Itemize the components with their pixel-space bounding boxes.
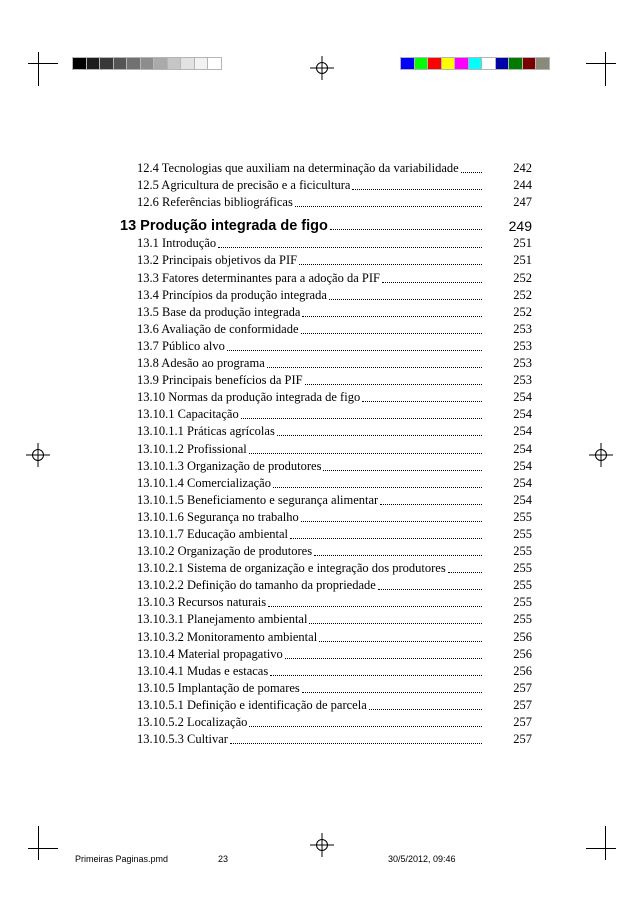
toc-entry-page: 253 bbox=[513, 321, 532, 336]
toc-entry-label: 13.10.3.1 Planejamento ambiental bbox=[137, 612, 308, 627]
dot-leader bbox=[461, 171, 482, 173]
dot-leader bbox=[323, 469, 482, 471]
dot-leader bbox=[268, 605, 482, 607]
toc-entry bbox=[120, 422, 532, 439]
toc-entry-page: 253 bbox=[513, 338, 532, 353]
dot-leader bbox=[378, 588, 482, 590]
toc-entry-label: 13.10.5 Implantação de pomares bbox=[137, 680, 300, 695]
toc-entry bbox=[120, 730, 532, 747]
crop-mark-top-right-v bbox=[605, 52, 606, 86]
toc-entry bbox=[120, 662, 532, 679]
footer bbox=[75, 854, 545, 868]
dot-leader bbox=[273, 486, 482, 488]
toc-entry-label: 13.10.1.7 Educação ambiental bbox=[137, 526, 288, 541]
dot-leader bbox=[380, 503, 482, 505]
toc-entry bbox=[120, 268, 532, 285]
toc-entry-label: 13.10.5.3 Cultivar bbox=[137, 732, 228, 747]
toc-entry bbox=[120, 388, 532, 405]
dot-leader bbox=[241, 417, 482, 419]
calibration-swatch bbox=[167, 57, 182, 70]
toc-entry-page: 255 bbox=[513, 595, 532, 610]
toc-entry bbox=[120, 176, 532, 193]
registration-mark-icon bbox=[310, 56, 334, 80]
toc-entry-label: 13.10.2 Organização de produtores bbox=[137, 544, 313, 559]
toc-entry-page: 254 bbox=[513, 492, 532, 507]
toc-entry-page: 255 bbox=[513, 526, 532, 541]
toc-entry-page: 256 bbox=[513, 663, 532, 678]
dot-leader bbox=[302, 691, 482, 693]
toc-entry-page: 247 bbox=[513, 195, 532, 210]
dot-leader bbox=[295, 205, 482, 207]
calibration-swatch bbox=[153, 57, 168, 70]
toc-entry bbox=[120, 627, 532, 644]
dot-leader bbox=[352, 188, 482, 190]
dot-leader bbox=[309, 622, 482, 624]
dot-leader bbox=[362, 400, 482, 402]
dot-leader bbox=[314, 554, 482, 556]
toc-entry-page: 249 bbox=[508, 218, 532, 235]
toc-entry-label: 13.10.1 Capacitação bbox=[137, 407, 239, 422]
toc-entry-page: 255 bbox=[513, 509, 532, 524]
toc-entry bbox=[120, 610, 532, 627]
calibration-swatch bbox=[180, 57, 195, 70]
toc-entry-page: 256 bbox=[513, 646, 532, 661]
toc-entry-label: 12.4 Tecnologias que auxiliam na determinação da variabilidade bbox=[137, 161, 459, 176]
crop-mark-top-left-h bbox=[28, 63, 58, 64]
toc-entry bbox=[120, 508, 532, 525]
grayscale-calibration-bar bbox=[72, 57, 221, 70]
toc-entry-label: 13.10.1.6 Segurança no trabalho bbox=[137, 509, 299, 524]
toc-entry-label: 13.10.4 Material propagativo bbox=[137, 646, 283, 661]
table-of-contents bbox=[120, 159, 532, 747]
toc-entry bbox=[120, 679, 532, 696]
toc-entry-label: 13.6 Avaliação de conformidade bbox=[137, 321, 299, 336]
toc-entry bbox=[120, 193, 532, 210]
toc-entry bbox=[120, 713, 532, 730]
toc-entry-label: 13.10.1.1 Práticas agrícolas bbox=[137, 424, 275, 439]
toc-entry-page: 255 bbox=[513, 544, 532, 559]
toc-entry-page: 255 bbox=[513, 578, 532, 593]
toc-entry-label: 13.10.5.2 Localização bbox=[137, 715, 248, 729]
toc-entry-label: 13.10.3.2 Monitoramento ambiental bbox=[137, 629, 318, 644]
crop-mark-top-right-h bbox=[586, 63, 616, 64]
toc-entry-page: 254 bbox=[513, 441, 532, 456]
toc-entry-page: 254 bbox=[513, 390, 532, 405]
toc-entry-page: 242 bbox=[513, 161, 532, 176]
calibration-swatch bbox=[207, 57, 222, 70]
toc-entry-page: 254 bbox=[513, 458, 532, 473]
toc-entry bbox=[120, 371, 532, 388]
toc-entry bbox=[120, 159, 532, 176]
toc-entry-page: 253 bbox=[513, 373, 532, 388]
toc-entry-label: 13.2 Principais objetivos da PIF bbox=[137, 253, 298, 268]
toc-entry-label: 13.10.1.3 Organização de produtores bbox=[137, 458, 322, 473]
calibration-swatch bbox=[414, 57, 429, 70]
toc-entry bbox=[120, 645, 532, 662]
toc-entry-label: 13 Produção integrada de figo bbox=[120, 218, 328, 235]
crop-mark-top-left-v bbox=[38, 52, 39, 86]
dot-leader bbox=[218, 246, 482, 248]
calibration-swatch bbox=[535, 57, 550, 70]
calibration-swatch bbox=[508, 57, 523, 70]
dot-leader bbox=[329, 298, 482, 300]
calibration-swatch bbox=[454, 57, 469, 70]
toc-entry bbox=[120, 337, 532, 354]
toc-entry bbox=[120, 234, 532, 251]
toc-entry-label: 13.7 Público alvo bbox=[137, 338, 225, 353]
toc-entry bbox=[120, 439, 532, 456]
toc-entry bbox=[120, 320, 532, 337]
calibration-swatch bbox=[400, 57, 415, 70]
crop-mark-bottom-right-v bbox=[605, 826, 606, 860]
dot-leader bbox=[267, 366, 482, 368]
dot-leader bbox=[230, 742, 482, 744]
toc-entry-page: 257 bbox=[513, 732, 532, 747]
toc-entry bbox=[120, 457, 532, 474]
dot-leader bbox=[302, 315, 482, 317]
toc-entry bbox=[120, 286, 532, 303]
calibration-swatch bbox=[427, 57, 442, 70]
footer-datetime: 30/5/2012, 09:46 bbox=[388, 854, 456, 864]
toc-entry-page: 253 bbox=[513, 356, 532, 371]
dot-leader bbox=[382, 281, 482, 283]
toc-entry-label: 13.4 Princípios da produção integrada bbox=[137, 287, 327, 302]
toc-entry bbox=[120, 696, 532, 713]
toc-entry-label: 13.10.3 Recursos naturais bbox=[137, 595, 267, 610]
toc-entry-page: 255 bbox=[513, 612, 532, 627]
toc-entry bbox=[120, 576, 532, 593]
toc-entry bbox=[120, 525, 532, 542]
toc-entry-label: 13.1 Introdução bbox=[137, 236, 217, 251]
toc-entry-page: 251 bbox=[513, 253, 532, 268]
dot-leader bbox=[301, 520, 482, 522]
toc-entry bbox=[120, 542, 532, 559]
toc-entry bbox=[120, 303, 532, 320]
calibration-swatch bbox=[99, 57, 114, 70]
dot-leader bbox=[448, 571, 482, 573]
toc-entry-label: 13.9 Principais benefícios da PIF bbox=[137, 373, 303, 388]
calibration-swatch bbox=[126, 57, 141, 70]
toc-entry bbox=[120, 474, 532, 491]
toc-entry-page: 244 bbox=[513, 178, 532, 193]
toc-entry-label: 13.10.2.1 Sistema de organização e integração dos produtores bbox=[137, 561, 446, 576]
calibration-swatch bbox=[113, 57, 128, 70]
toc-entry-page: 254 bbox=[513, 475, 532, 490]
dot-leader bbox=[369, 708, 482, 710]
dot-leader bbox=[290, 537, 482, 539]
toc-entry-page: 252 bbox=[513, 304, 532, 319]
toc-entry-label: 13.10 Normas da produção integrada de figo bbox=[137, 390, 361, 405]
toc-entry-page: 257 bbox=[513, 697, 532, 712]
calibration-swatch bbox=[72, 57, 87, 70]
calibration-swatch bbox=[194, 57, 209, 70]
dot-leader bbox=[330, 228, 482, 230]
toc-entry-label: 13.10.2.2 Definição do tamanho da propriedade bbox=[137, 578, 376, 593]
toc-entry-page: 256 bbox=[513, 629, 532, 644]
toc-entry-label: 13.8 Adesão ao programa bbox=[137, 356, 265, 371]
calibration-swatch bbox=[140, 57, 155, 70]
footer-filename: Primeiras Paginas.pmd bbox=[75, 854, 169, 864]
dot-leader bbox=[285, 657, 482, 659]
dot-leader bbox=[299, 263, 482, 265]
dot-leader bbox=[227, 349, 482, 351]
calibration-swatch bbox=[468, 57, 483, 70]
crop-mark-bottom-left-v bbox=[38, 826, 39, 860]
calibration-swatch bbox=[481, 57, 496, 70]
registration-mark-icon bbox=[589, 443, 613, 467]
toc-entry-label: 13.10.1.5 Beneficiamento e segurança alimentar bbox=[137, 492, 379, 507]
color-calibration-bar bbox=[400, 57, 549, 70]
toc-entry-page: 251 bbox=[513, 236, 532, 251]
toc-entry bbox=[120, 593, 532, 610]
toc-entry bbox=[120, 251, 532, 268]
calibration-swatch bbox=[495, 57, 510, 70]
toc-entry bbox=[120, 559, 532, 576]
toc-entry-label: 13.5 Base da produção integrada bbox=[137, 304, 301, 319]
footer-page-number: 23 bbox=[218, 854, 229, 864]
toc-entry-page: 252 bbox=[513, 270, 532, 285]
dot-leader bbox=[277, 434, 482, 436]
toc-entry-page: 255 bbox=[513, 561, 532, 576]
toc-entry-label: 13.10.4.1 Mudas e estacas bbox=[137, 663, 269, 678]
toc-entry bbox=[120, 405, 532, 422]
toc-entry bbox=[120, 354, 532, 371]
toc-entry-label: 13.3 Fatores determinantes para a adoção da PIF bbox=[137, 270, 380, 285]
calibration-swatch bbox=[86, 57, 101, 70]
dot-leader bbox=[305, 383, 482, 385]
toc-entry-label: 13.10.5.1 Definição e identificação de parcela bbox=[137, 697, 367, 712]
toc-entry-page: 257 bbox=[513, 715, 532, 729]
toc-entry-label: 13.10.1.2 Profissional bbox=[137, 441, 247, 456]
toc-entry-page: 252 bbox=[513, 287, 532, 302]
toc-entry-page: 254 bbox=[513, 407, 532, 422]
toc-chapter-entry bbox=[120, 210, 532, 234]
dot-leader bbox=[301, 332, 482, 334]
toc-entry-page: 257 bbox=[513, 680, 532, 695]
registration-mark-icon bbox=[26, 443, 50, 467]
toc-entry-label: 12.6 Referências bibliográficas bbox=[137, 195, 293, 210]
calibration-swatch bbox=[441, 57, 456, 70]
dot-leader bbox=[270, 674, 482, 676]
toc-entry-label: 12.5 Agricultura de precisão e a ficicultura bbox=[137, 178, 351, 193]
toc-entry-label: 13.10.1.4 Comercialização bbox=[137, 475, 271, 490]
dot-leader bbox=[249, 452, 482, 454]
crop-mark-bottom-left-h bbox=[28, 848, 58, 849]
dot-leader bbox=[249, 725, 482, 727]
dot-leader bbox=[319, 640, 482, 642]
crop-mark-bottom-right-h bbox=[586, 848, 616, 849]
toc-entry-page: 254 bbox=[513, 424, 532, 439]
calibration-swatch bbox=[522, 57, 537, 70]
toc-entry bbox=[120, 491, 532, 508]
